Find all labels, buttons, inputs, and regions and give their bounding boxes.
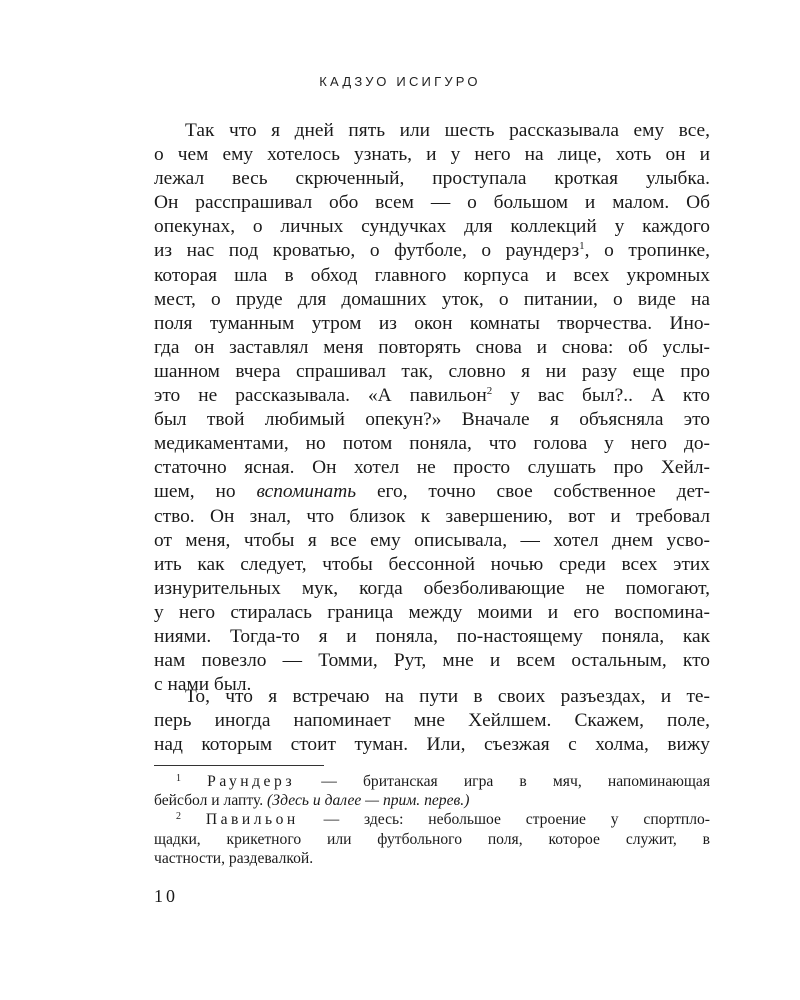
footnote-text: бейсбол и лапту. <box>154 792 268 810</box>
footnote-number: 1 <box>176 773 181 784</box>
text-segment: это не рассказывала. «А павильон <box>154 385 487 407</box>
text-line: лежал весь скрюченный, проступала кроткая улыбка. <box>154 168 710 190</box>
text-line: медикаментами, но потом поняла, что голова у него до- <box>154 433 710 455</box>
footnote-ref-1: 1 <box>579 240 585 253</box>
footnote-1-line <box>154 772 710 791</box>
text-segment: , о тропинке, <box>584 240 710 262</box>
text-segment: у вас был?.. А кто <box>492 385 710 407</box>
footnotes <box>154 772 710 868</box>
text-segment: шем, но <box>154 481 257 503</box>
text-line: изнурительных мук, когда обезболивающие не помогают, <box>154 577 710 599</box>
text-line: гда он заставлял меня повторять снова и снова: об услы- <box>154 336 710 358</box>
text-segment: из нас под кроватью, о футболе, о раундерз <box>154 240 580 262</box>
footnote-1-line <box>154 791 710 810</box>
footnote-text: — британская игра в мяч, напоминающая <box>295 773 710 790</box>
text-line: от меня, чтобы я все ему описывала, — хотел днем усво- <box>154 529 710 551</box>
footnote-term: Павильон <box>205 811 299 829</box>
footnote-divider <box>154 765 324 766</box>
text-line: опекунах, о личных сундучках для коллекций у каждого <box>154 216 710 238</box>
text-line: которая шла в обход главного корпуса и всех укромных <box>154 264 710 286</box>
paragraph-1 <box>154 119 710 697</box>
emphasis-text: вспоминать <box>256 481 357 503</box>
footnote-2-line: щадки, крикетного или футбольного поля, которое служит, в <box>154 830 710 848</box>
text-segment: его, точно свое собственное дет- <box>356 481 710 503</box>
text-line: ить как следует, чтобы бессонной ночью среди всех этих <box>154 553 710 575</box>
text-line: То, что я встречаю на пути в своих разъездах, и те- <box>185 686 710 707</box>
running-head: КАДЗУО ИСИГУРО <box>319 74 481 89</box>
text-line: ство. Он знал, что близок к завершению, вот и требовал <box>154 505 710 527</box>
footnote-number: 2 <box>176 811 181 823</box>
footnote-2-line <box>154 810 710 829</box>
text-line: о чем ему хотелось узнать, и у него на лице, хоть он и <box>154 144 710 166</box>
paragraph-2 <box>154 685 710 757</box>
text-line <box>154 384 710 408</box>
text-line: Так что я дней пять или шесть рассказывала ему все, <box>185 120 710 141</box>
text-line: перь иногда напоминает мне Хейлшем. Скажем, поле, <box>154 710 710 732</box>
footnote-note: (Здесь и далее — прим. перев.) <box>267 792 470 810</box>
footnote-2-line: частности, раздевалкой. <box>154 849 314 867</box>
text-line: был твой любимый опекун?» Вначале я объясняла это <box>154 409 710 431</box>
footnote-term: Раундерз <box>207 773 296 790</box>
page-number: 10 <box>154 886 178 906</box>
text-line: у него стиралась граница между моими и его воспомина- <box>154 601 710 623</box>
text-line: ниями. Тогда-то я и поняла, по-настоящему поняла, как <box>154 625 710 647</box>
text-line: мест, о пруде для домашних уток, о питании, о виде на <box>154 288 710 310</box>
text-line: нам повезло — Томми, Рут, мне и всем остальным, кто <box>154 650 710 672</box>
text-line: поля туманным утром из окон комнаты творчества. Ино- <box>154 312 710 334</box>
footnote-text: — здесь: небольшое строение у спортпло- <box>298 811 710 829</box>
text-line: с нами был. <box>154 674 252 696</box>
text-line <box>154 239 710 263</box>
text-line <box>154 480 710 504</box>
text-line: шанном вчера спрашивал так, словно я ни разу еще про <box>154 360 710 382</box>
text-line: Он расспрашивал обо всем — о большом и малом. Об <box>154 192 710 214</box>
text-line: статочно ясная. Он хотел не просто слушать про Хейл- <box>154 457 710 479</box>
footnote-ref-2: 2 <box>486 385 493 398</box>
text-line: над которым стоит туман. Или, съезжая с холма, вижу <box>154 734 710 756</box>
